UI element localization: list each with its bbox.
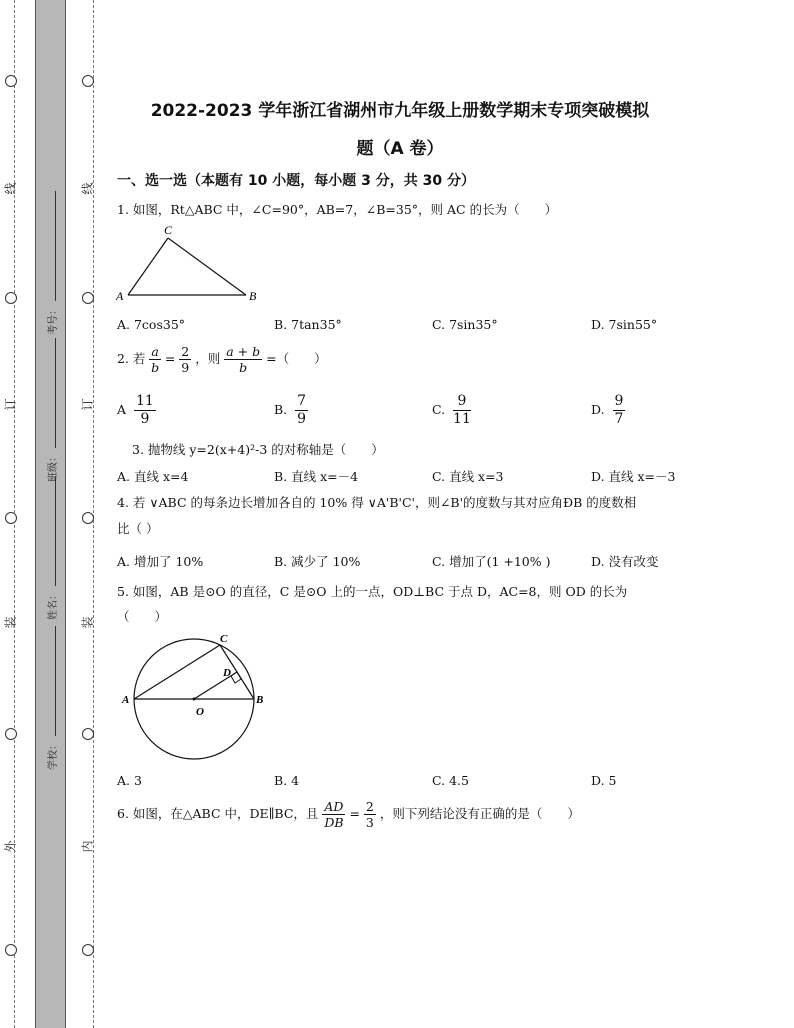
fraction-a-over-b: $\frac{a}{b}$ — [151, 344, 160, 375]
q2-option-c[interactable]: C. $\frac{9}{11}$ — [432, 393, 471, 427]
question-4-stem-line2: 比（ ） — [117, 521, 159, 536]
point-a: A — [122, 694, 130, 706]
q3-option-b[interactable]: B. 直线 x=－4 — [274, 469, 359, 484]
fraction-a-plus-b-over-b: $\frac{a + b}{b}$ — [226, 344, 261, 375]
q4-option-c[interactable]: C. 增加了(1 +10% ) — [432, 554, 551, 569]
binding-hole — [5, 728, 17, 740]
point-o: O — [196, 706, 204, 718]
binding-hole — [82, 512, 94, 524]
binding-hole — [5, 512, 17, 524]
school-field[interactable]: 学校： — [44, 626, 59, 770]
name-field[interactable]: 姓名： — [44, 476, 59, 620]
student-id-field[interactable]: 考号： — [44, 191, 59, 335]
outer-label-zhuang: 装 — [3, 616, 18, 629]
question-2-stem: 2. 若 $\frac{a}{b}$ = $\frac{2}{9}$ ，则 $\frac{a + b}{b}$ =（ ） — [117, 344, 327, 375]
q4-option-b[interactable]: B. 减少了 10% — [274, 554, 361, 569]
class-field[interactable]: 班级： — [44, 338, 59, 482]
fraction-2-over-3: $\frac{2}{3}$ — [365, 799, 374, 830]
q1-option-c[interactable]: C. 7sin35° — [432, 317, 498, 332]
q5-option-a[interactable]: A. 3 — [117, 773, 142, 788]
q2-option-b[interactable]: B. $\frac{7}{9}$ — [274, 393, 307, 427]
outer-label-wai: 外 — [3, 840, 18, 853]
q5-option-b[interactable]: B. 4 — [274, 773, 300, 788]
section-heading: 一、选一选（本题有 10 小题，每小题 3 分，共 30 分） — [117, 173, 475, 189]
question-5-stem: 5. 如图，AB 是⊙O 的直径，C 是⊙O 上的一点，OD⊥BC 于点 D，AC=8，则 OD 的长为 — [117, 584, 628, 599]
q3-option-d[interactable]: D. 直线 x=－3 — [591, 469, 676, 484]
q1-option-a[interactable]: A. 7cos35° — [117, 317, 186, 332]
question-5-stem-line2: （ ） — [117, 609, 168, 624]
q5-option-c[interactable]: C. 4.5 — [432, 773, 469, 788]
point-c: C — [220, 633, 228, 645]
binding-hole — [5, 75, 17, 87]
page-title: 2022-2023 学年浙江省湖州市九年级上册数学期末专项突破模拟 — [150, 101, 650, 121]
inner-cut-line — [93, 0, 95, 1028]
triangle-figure — [110, 220, 270, 306]
inner-label-ding: 订 — [80, 398, 95, 411]
point-d: D — [223, 667, 231, 679]
inner-label-nei: 内 — [80, 840, 95, 853]
fraction-ad-over-db: $\frac{AD}{DB}$ — [324, 799, 344, 830]
binding-hole — [5, 292, 17, 304]
binding-hole — [5, 944, 17, 956]
q4-option-a[interactable]: A. 增加了 10% — [117, 554, 204, 569]
point-b: B — [256, 694, 264, 706]
q2-option-d[interactable]: D. $\frac{9}{7}$ — [591, 393, 624, 427]
page-title-line2: 题（A 卷） — [356, 139, 444, 159]
outer-label-xian: 线 — [3, 182, 18, 195]
outer-label-ding: 订 — [3, 398, 18, 411]
side-ac — [128, 238, 168, 295]
q4-option-d[interactable]: D. 没有改变 — [591, 554, 659, 569]
question-1-stem: 1. 如图，Rt△ABC 中，∠C=90°，AB=7，∠B=35°，则 AC 的长为（ ） — [117, 202, 558, 217]
q2-option-a[interactable]: A $\frac{11}{9}$ — [117, 393, 154, 427]
binding-hole — [82, 292, 94, 304]
binding-hole — [82, 728, 94, 740]
inner-label-zhuang: 装 — [80, 616, 95, 629]
q3-option-c[interactable]: C. 直线 x=3 — [432, 469, 504, 484]
vertex-b: B — [249, 289, 257, 303]
side-cb — [168, 238, 246, 295]
inner-label-xian: 线 — [80, 182, 95, 195]
fraction-2-over-9: $\frac{2}{9}$ — [181, 344, 190, 375]
circle-figure — [114, 628, 274, 763]
q3-option-a[interactable]: A. 直线 x=4 — [117, 469, 189, 484]
q1-option-d[interactable]: D. 7sin55° — [591, 317, 658, 332]
vertex-a: A — [116, 289, 124, 303]
q1-option-b[interactable]: B. 7tan35° — [274, 317, 342, 332]
right-angle-mark — [231, 672, 241, 683]
vertex-c: C — [164, 223, 173, 237]
question-6-stem: 6. 如图，在△ABC 中，DE∥BC，且 $\frac{AD}{DB}$ = $\frac{2}{3}$ ，则下列结论没有正确的是（ ） — [117, 799, 580, 830]
binding-hole — [82, 75, 94, 87]
question-3-stem: 3. 抛物线 y=2(x+4)²-3 的对称轴是（ ） — [132, 442, 384, 457]
question-4-stem: 4. 若 ∨ABC 的每条边长增加各自的 10% 得 ∨A'B'C'，则∠B'的度数与其对应角ÐB 的度数相 — [117, 495, 637, 510]
q5-option-d[interactable]: D. 5 — [591, 773, 617, 788]
binding-hole — [82, 944, 94, 956]
center-dot — [193, 698, 196, 701]
